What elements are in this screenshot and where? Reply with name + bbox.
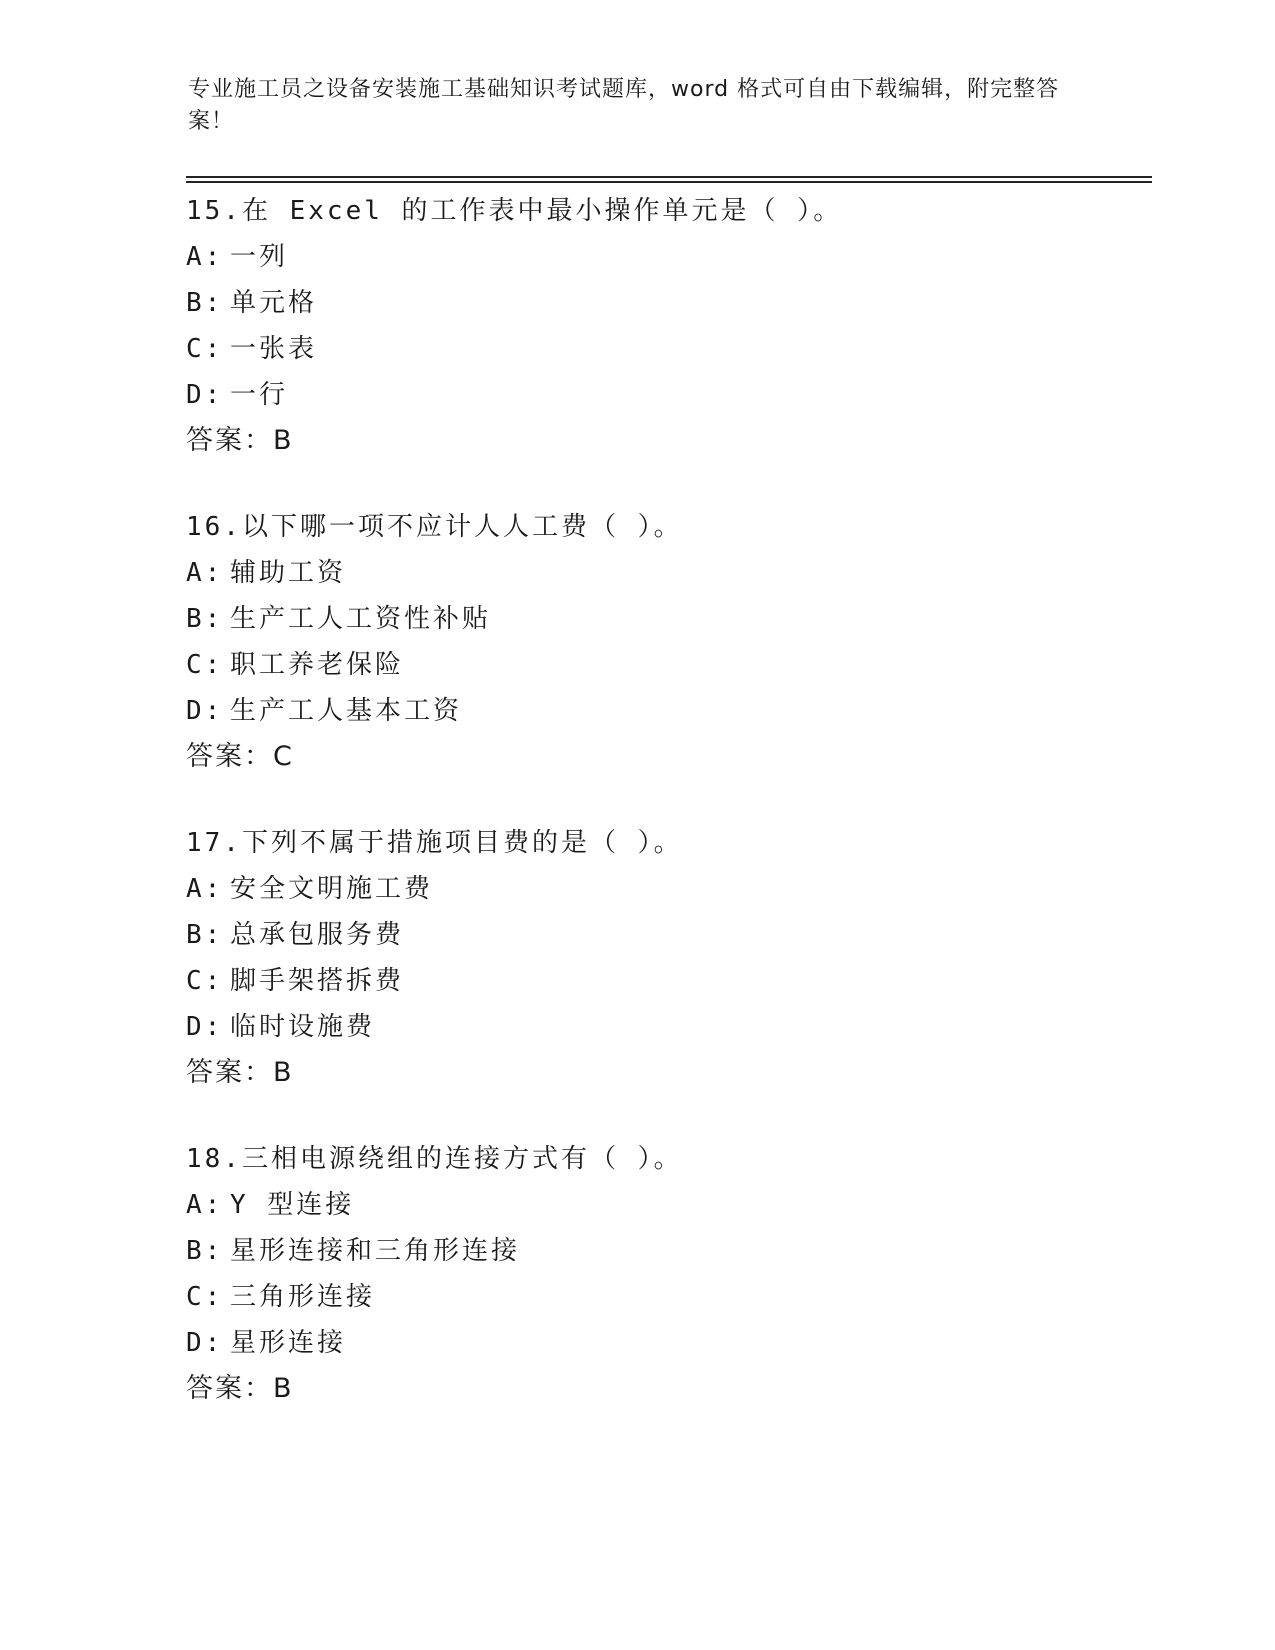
option-text: 安全文明施工费 [230, 874, 434, 904]
option-text: 脚手架搭拆费 [230, 966, 405, 996]
option-b [186, 280, 1146, 326]
option-a [186, 234, 1146, 280]
answer-value: C [273, 741, 294, 772]
option-key: C: [186, 334, 224, 364]
option-key: A: [186, 558, 224, 588]
option-text: 星形连接和三角形连接 [230, 1236, 521, 1266]
header-text: 专业施工员之设备安装施工基础知识考试题库，word 格式可自由下载编辑，附完整答案！ [188, 77, 1060, 134]
option-key: B: [186, 920, 224, 950]
question-18 [186, 1136, 1146, 1412]
answer-label: 答案： [186, 1057, 273, 1088]
option-a [186, 866, 1146, 912]
option-d [186, 1004, 1146, 1050]
option-key: A: [186, 242, 224, 272]
option-key: B: [186, 604, 224, 634]
option-key: A: [186, 1190, 224, 1220]
option-key: D: [186, 380, 224, 410]
option-a [186, 1182, 1146, 1228]
answer-line [186, 1366, 1146, 1412]
question-stem [186, 504, 1146, 550]
option-text: 单元格 [230, 288, 318, 318]
option-text: 星形连接 [230, 1328, 347, 1358]
option-c [186, 1274, 1146, 1320]
option-c [186, 958, 1146, 1004]
option-key: B: [186, 288, 224, 318]
option-text: 总承包服务费 [230, 920, 405, 950]
question-17 [186, 820, 1146, 1096]
option-key: C: [186, 966, 224, 996]
option-text: 辅助工资 [230, 558, 347, 588]
option-key: A: [186, 874, 224, 904]
option-text: Y 型连接 [230, 1190, 355, 1220]
option-key: D: [186, 696, 224, 726]
option-d [186, 1320, 1146, 1366]
option-c [186, 326, 1146, 372]
question-number: 15. [186, 196, 242, 226]
answer-line [186, 418, 1146, 464]
option-b [186, 596, 1146, 642]
question-text: 下列不属于措施项目费的是（ ）。 [241, 828, 683, 858]
option-d [186, 688, 1146, 734]
question-stem [186, 1136, 1146, 1182]
option-text: 生产工人基本工资 [230, 696, 463, 726]
option-key: D: [186, 1012, 224, 1042]
question-list [186, 188, 1146, 1452]
option-text: 职工养老保险 [230, 650, 405, 680]
option-c [186, 642, 1146, 688]
question-16 [186, 504, 1146, 780]
option-key: D: [186, 1328, 224, 1358]
question-number: 17. [186, 828, 242, 858]
answer-value: B [273, 1057, 294, 1088]
question-number: 16. [186, 512, 242, 542]
option-key: B: [186, 1236, 224, 1266]
option-a [186, 550, 1146, 596]
answer-value: B [273, 425, 294, 456]
option-text: 一行 [230, 380, 289, 410]
option-text: 一列 [230, 242, 289, 272]
answer-label: 答案： [186, 425, 273, 456]
question-text: 以下哪一项不应计人人工费（ ）。 [241, 512, 683, 542]
option-text: 生产工人工资性补贴 [230, 604, 492, 634]
header-divider-top [186, 176, 1152, 178]
option-text: 三角形连接 [230, 1282, 376, 1312]
document-header [188, 74, 1068, 138]
question-text: 在 Excel 的工作表中最小操作单元是（ ）。 [241, 196, 843, 226]
question-stem [186, 188, 1146, 234]
answer-label: 答案： [186, 1373, 273, 1404]
answer-line [186, 1050, 1146, 1096]
question-text: 三相电源绕组的连接方式有（ ）。 [241, 1144, 683, 1174]
option-b [186, 912, 1146, 958]
option-key: C: [186, 650, 224, 680]
option-text: 一张表 [230, 334, 318, 364]
answer-value: B [273, 1373, 294, 1404]
question-15 [186, 188, 1146, 464]
option-key: C: [186, 1282, 224, 1312]
option-text: 临时设施费 [230, 1012, 376, 1042]
option-d [186, 372, 1146, 418]
header-divider-bottom [186, 181, 1152, 183]
question-stem [186, 820, 1146, 866]
answer-line [186, 734, 1146, 780]
option-b [186, 1228, 1146, 1274]
answer-label: 答案： [186, 741, 273, 772]
question-number: 18. [186, 1144, 242, 1174]
